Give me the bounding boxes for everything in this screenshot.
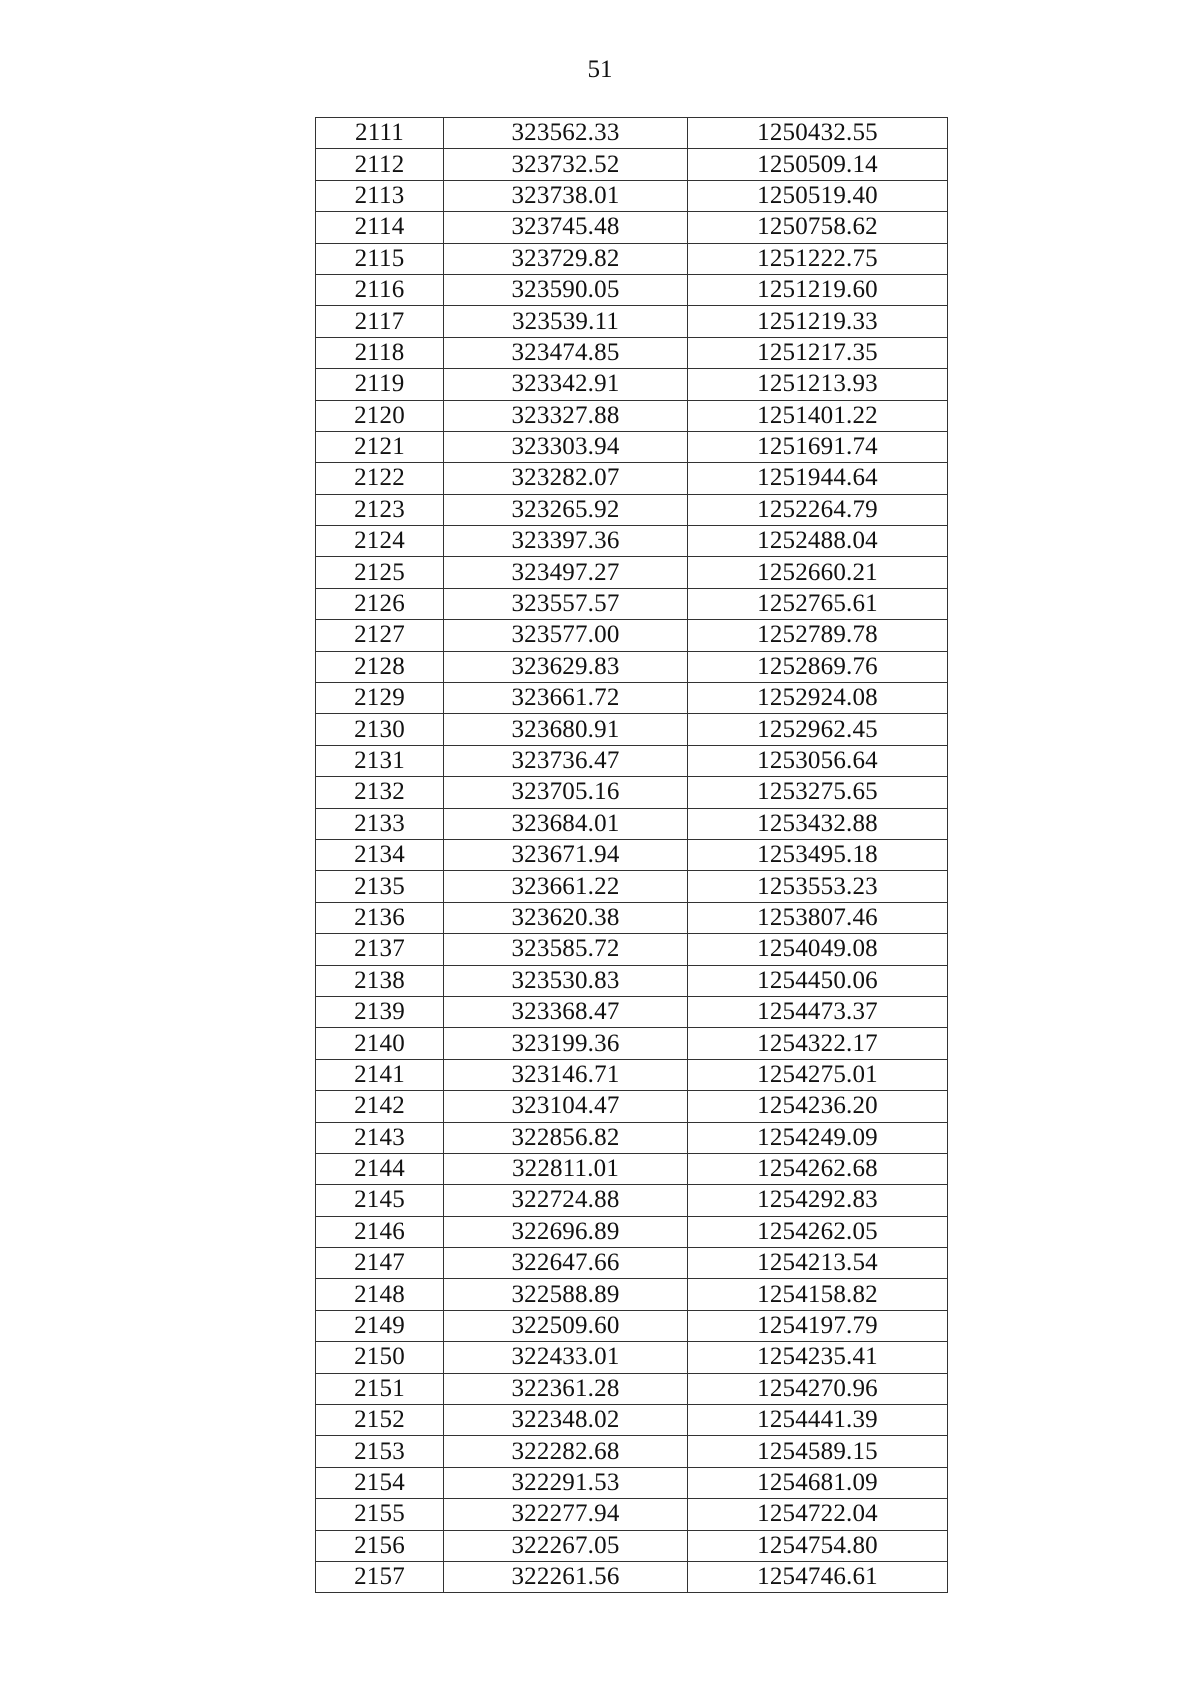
y-coordinate-cell: 1254722.04 xyxy=(688,1499,948,1530)
point-number-cell: 2113 xyxy=(316,180,444,211)
point-number-cell: 2112 xyxy=(316,149,444,180)
point-number-cell: 2125 xyxy=(316,557,444,588)
y-coordinate-cell: 1253807.46 xyxy=(688,902,948,933)
x-coordinate-cell: 323736.47 xyxy=(444,745,688,776)
point-number-cell: 2114 xyxy=(316,212,444,243)
y-coordinate-cell: 1254213.54 xyxy=(688,1248,948,1279)
x-coordinate-cell: 323474.85 xyxy=(444,337,688,368)
y-coordinate-cell: 1254322.17 xyxy=(688,1028,948,1059)
y-coordinate-cell: 1254450.06 xyxy=(688,965,948,996)
point-number-cell: 2133 xyxy=(316,808,444,839)
point-number-cell: 2123 xyxy=(316,494,444,525)
y-coordinate-cell: 1254275.01 xyxy=(688,1059,948,1090)
point-number-cell: 2141 xyxy=(316,1059,444,1090)
y-coordinate-cell: 1250758.62 xyxy=(688,212,948,243)
y-coordinate-cell: 1251213.93 xyxy=(688,369,948,400)
y-coordinate-cell: 1250519.40 xyxy=(688,180,948,211)
point-number-cell: 2143 xyxy=(316,1122,444,1153)
x-coordinate-cell: 323680.91 xyxy=(444,714,688,745)
point-number-cell: 2139 xyxy=(316,996,444,1027)
y-coordinate-cell: 1252660.21 xyxy=(688,557,948,588)
point-number-cell: 2156 xyxy=(316,1530,444,1561)
point-number-cell: 2135 xyxy=(316,871,444,902)
x-coordinate-cell: 323620.38 xyxy=(444,902,688,933)
x-coordinate-cell: 322724.88 xyxy=(444,1185,688,1216)
y-coordinate-cell: 1252789.78 xyxy=(688,620,948,651)
y-coordinate-cell: 1254589.15 xyxy=(688,1436,948,1467)
x-coordinate-cell: 323585.72 xyxy=(444,934,688,965)
table-row xyxy=(316,1185,948,1216)
table-row xyxy=(316,1436,948,1467)
point-number-cell: 2132 xyxy=(316,777,444,808)
x-coordinate-cell: 323104.47 xyxy=(444,1091,688,1122)
table-row xyxy=(316,306,948,337)
y-coordinate-cell: 1254158.82 xyxy=(688,1279,948,1310)
table-row xyxy=(316,808,948,839)
table-row xyxy=(316,118,948,149)
point-number-cell: 2119 xyxy=(316,369,444,400)
table-row xyxy=(316,651,948,682)
x-coordinate-cell: 323265.92 xyxy=(444,494,688,525)
x-coordinate-cell: 323557.57 xyxy=(444,588,688,619)
y-coordinate-cell: 1253275.65 xyxy=(688,777,948,808)
table-row xyxy=(316,180,948,211)
x-coordinate-cell: 322261.56 xyxy=(444,1561,688,1592)
x-coordinate-cell: 323590.05 xyxy=(444,274,688,305)
point-number-cell: 2120 xyxy=(316,400,444,431)
table-row xyxy=(316,1499,948,1530)
y-coordinate-cell: 1253553.23 xyxy=(688,871,948,902)
point-number-cell: 2145 xyxy=(316,1185,444,1216)
y-coordinate-cell: 1254292.83 xyxy=(688,1185,948,1216)
table-row xyxy=(316,714,948,745)
y-coordinate-cell: 1251691.74 xyxy=(688,431,948,462)
y-coordinate-cell: 1254197.79 xyxy=(688,1310,948,1341)
x-coordinate-cell: 322509.60 xyxy=(444,1310,688,1341)
point-number-cell: 2129 xyxy=(316,683,444,714)
point-number-cell: 2155 xyxy=(316,1499,444,1530)
y-coordinate-cell: 1252869.76 xyxy=(688,651,948,682)
x-coordinate-cell: 323577.00 xyxy=(444,620,688,651)
x-coordinate-cell: 323732.52 xyxy=(444,149,688,180)
point-number-cell: 2137 xyxy=(316,934,444,965)
point-number-cell: 2138 xyxy=(316,965,444,996)
y-coordinate-cell: 1253056.64 xyxy=(688,745,948,776)
x-coordinate-cell: 322267.05 xyxy=(444,1530,688,1561)
point-number-cell: 2130 xyxy=(316,714,444,745)
table-row xyxy=(316,1405,948,1436)
y-coordinate-cell: 1250509.14 xyxy=(688,149,948,180)
x-coordinate-cell: 322361.28 xyxy=(444,1373,688,1404)
y-coordinate-cell: 1252765.61 xyxy=(688,588,948,619)
x-coordinate-cell: 323303.94 xyxy=(444,431,688,462)
table-row xyxy=(316,1530,948,1561)
y-coordinate-cell: 1254262.05 xyxy=(688,1216,948,1247)
table-row xyxy=(316,1122,948,1153)
y-coordinate-cell: 1251222.75 xyxy=(688,243,948,274)
table-row xyxy=(316,212,948,243)
point-number-cell: 2121 xyxy=(316,431,444,462)
table-row xyxy=(316,526,948,557)
x-coordinate-cell: 322282.68 xyxy=(444,1436,688,1467)
x-coordinate-cell: 323661.72 xyxy=(444,683,688,714)
y-coordinate-cell: 1251401.22 xyxy=(688,400,948,431)
y-coordinate-cell: 1254270.96 xyxy=(688,1373,948,1404)
y-coordinate-cell: 1254441.39 xyxy=(688,1405,948,1436)
y-coordinate-cell: 1250432.55 xyxy=(688,118,948,149)
point-number-cell: 2131 xyxy=(316,745,444,776)
table-row xyxy=(316,839,948,870)
point-number-cell: 2142 xyxy=(316,1091,444,1122)
x-coordinate-cell: 323745.48 xyxy=(444,212,688,243)
point-number-cell: 2148 xyxy=(316,1279,444,1310)
page-number: 51 xyxy=(587,56,613,83)
point-number-cell: 2126 xyxy=(316,588,444,619)
table-row xyxy=(316,494,948,525)
table-row xyxy=(316,431,948,462)
table-row xyxy=(316,1561,948,1592)
x-coordinate-cell: 322811.01 xyxy=(444,1153,688,1184)
table-row xyxy=(316,1028,948,1059)
point-number-cell: 2116 xyxy=(316,274,444,305)
table-row xyxy=(316,1310,948,1341)
table-row xyxy=(316,400,948,431)
point-number-cell: 2150 xyxy=(316,1342,444,1373)
y-coordinate-cell: 1254236.20 xyxy=(688,1091,948,1122)
table-row xyxy=(316,337,948,368)
point-number-cell: 2117 xyxy=(316,306,444,337)
point-number-cell: 2154 xyxy=(316,1467,444,1498)
x-coordinate-cell: 323661.22 xyxy=(444,871,688,902)
x-coordinate-cell: 323397.36 xyxy=(444,526,688,557)
x-coordinate-cell: 323327.88 xyxy=(444,400,688,431)
x-coordinate-cell: 323199.36 xyxy=(444,1028,688,1059)
x-coordinate-cell: 323368.47 xyxy=(444,996,688,1027)
table-row xyxy=(316,1059,948,1090)
x-coordinate-cell: 323705.16 xyxy=(444,777,688,808)
table-row xyxy=(316,1467,948,1498)
point-number-cell: 2118 xyxy=(316,337,444,368)
table-row xyxy=(316,745,948,776)
x-coordinate-cell: 323729.82 xyxy=(444,243,688,274)
table-row xyxy=(316,902,948,933)
x-coordinate-cell: 323629.83 xyxy=(444,651,688,682)
x-coordinate-cell: 322291.53 xyxy=(444,1467,688,1498)
point-number-cell: 2153 xyxy=(316,1436,444,1467)
x-coordinate-cell: 323684.01 xyxy=(444,808,688,839)
x-coordinate-cell: 323342.91 xyxy=(444,369,688,400)
y-coordinate-cell: 1254235.41 xyxy=(688,1342,948,1373)
point-number-cell: 2146 xyxy=(316,1216,444,1247)
point-number-cell: 2124 xyxy=(316,526,444,557)
table-row xyxy=(316,588,948,619)
table-row xyxy=(316,1373,948,1404)
x-coordinate-cell: 323562.33 xyxy=(444,118,688,149)
point-number-cell: 2140 xyxy=(316,1028,444,1059)
y-coordinate-cell: 1254049.08 xyxy=(688,934,948,965)
point-number-cell: 2127 xyxy=(316,620,444,651)
y-coordinate-cell: 1252962.45 xyxy=(688,714,948,745)
table-row xyxy=(316,369,948,400)
table-row xyxy=(316,1279,948,1310)
x-coordinate-cell: 322647.66 xyxy=(444,1248,688,1279)
y-coordinate-cell: 1251217.35 xyxy=(688,337,948,368)
point-number-cell: 2115 xyxy=(316,243,444,274)
table-row xyxy=(316,934,948,965)
table-row xyxy=(316,620,948,651)
x-coordinate-cell: 322348.02 xyxy=(444,1405,688,1436)
y-coordinate-cell: 1254746.61 xyxy=(688,1561,948,1592)
table-row xyxy=(316,243,948,274)
x-coordinate-cell: 322696.89 xyxy=(444,1216,688,1247)
table-row xyxy=(316,1216,948,1247)
coordinates-table xyxy=(315,117,948,1593)
point-number-cell: 2136 xyxy=(316,902,444,933)
table-row xyxy=(316,1342,948,1373)
table-row xyxy=(316,996,948,1027)
y-coordinate-cell: 1251219.33 xyxy=(688,306,948,337)
point-number-cell: 2128 xyxy=(316,651,444,682)
y-coordinate-cell: 1252264.79 xyxy=(688,494,948,525)
y-coordinate-cell: 1253495.18 xyxy=(688,839,948,870)
x-coordinate-cell: 323671.94 xyxy=(444,839,688,870)
x-coordinate-cell: 322588.89 xyxy=(444,1279,688,1310)
y-coordinate-cell: 1251944.64 xyxy=(688,463,948,494)
point-number-cell: 2152 xyxy=(316,1405,444,1436)
y-coordinate-cell: 1254681.09 xyxy=(688,1467,948,1498)
point-number-cell: 2157 xyxy=(316,1561,444,1592)
x-coordinate-cell: 323530.83 xyxy=(444,965,688,996)
coordinates-table-body xyxy=(316,118,948,1593)
table-row xyxy=(316,149,948,180)
table-row xyxy=(316,777,948,808)
point-number-cell: 2122 xyxy=(316,463,444,494)
x-coordinate-cell: 323497.27 xyxy=(444,557,688,588)
x-coordinate-cell: 323282.07 xyxy=(444,463,688,494)
x-coordinate-cell: 323146.71 xyxy=(444,1059,688,1090)
table-row xyxy=(316,463,948,494)
point-number-cell: 2149 xyxy=(316,1310,444,1341)
y-coordinate-cell: 1253432.88 xyxy=(688,808,948,839)
x-coordinate-cell: 323539.11 xyxy=(444,306,688,337)
table-row xyxy=(316,683,948,714)
y-coordinate-cell: 1254262.68 xyxy=(688,1153,948,1184)
y-coordinate-cell: 1254754.80 xyxy=(688,1530,948,1561)
point-number-cell: 2151 xyxy=(316,1373,444,1404)
x-coordinate-cell: 322277.94 xyxy=(444,1499,688,1530)
point-number-cell: 2147 xyxy=(316,1248,444,1279)
table-row xyxy=(316,274,948,305)
x-coordinate-cell: 322856.82 xyxy=(444,1122,688,1153)
y-coordinate-cell: 1252924.08 xyxy=(688,683,948,714)
y-coordinate-cell: 1252488.04 xyxy=(688,526,948,557)
point-number-cell: 2134 xyxy=(316,839,444,870)
table-row xyxy=(316,871,948,902)
point-number-cell: 2111 xyxy=(316,118,444,149)
y-coordinate-cell: 1254473.37 xyxy=(688,996,948,1027)
x-coordinate-cell: 323738.01 xyxy=(444,180,688,211)
point-number-cell: 2144 xyxy=(316,1153,444,1184)
y-coordinate-cell: 1251219.60 xyxy=(688,274,948,305)
y-coordinate-cell: 1254249.09 xyxy=(688,1122,948,1153)
table-row xyxy=(316,557,948,588)
table-row xyxy=(316,1248,948,1279)
table-row xyxy=(316,965,948,996)
table-row xyxy=(316,1153,948,1184)
table-row xyxy=(316,1091,948,1122)
x-coordinate-cell: 322433.01 xyxy=(444,1342,688,1373)
